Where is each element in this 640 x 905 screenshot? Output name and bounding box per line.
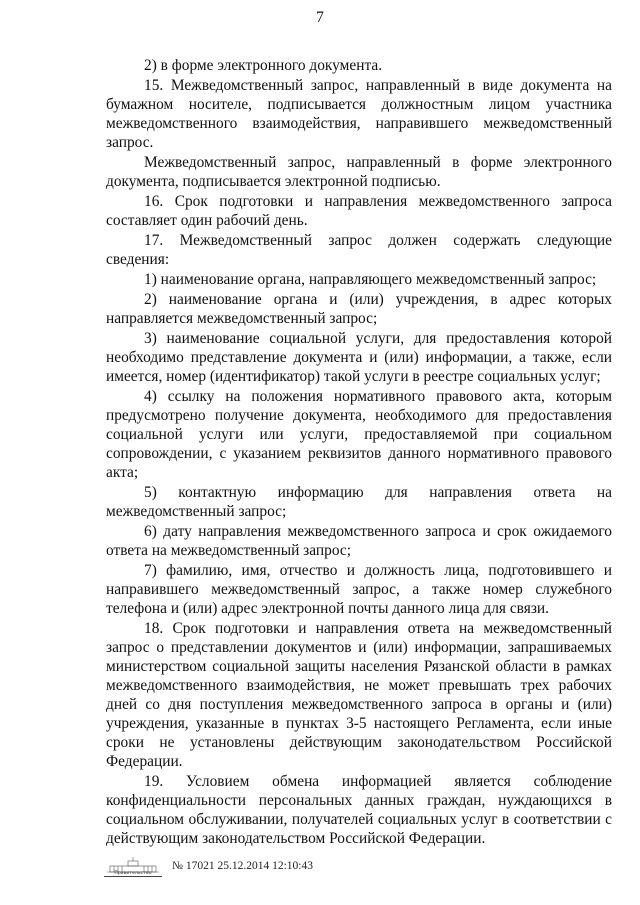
- document-body: [106, 56, 612, 848]
- paragraph: 7) фамилию, имя, отчество и должность лица, подготовившего и направившего межведомственный запрос, а также номер служебного телефона и (или) адрес электронной почты данного лица для связи.: [106, 562, 612, 617]
- paragraph: 17. Межведомственный запрос должен содержать следующие сведения:: [106, 232, 612, 268]
- paragraph: 3) наименование социальной услуги, для предоставления которой необходимо представление документа и (или) информации, а также, если имеется, номер (идентификатор) такой услуги в реестре социальных услуг;: [106, 330, 612, 385]
- paragraph: 2) наименование органа и (или) учреждения, в адрес которых направляется межведомственный запрос;: [106, 291, 612, 327]
- paragraph: 1) наименование органа, направляющего межведомственный запрос;: [144, 271, 597, 288]
- registration-info: № 17021 25.12.2014 12:10:43: [172, 859, 313, 872]
- page-number: 7: [316, 9, 324, 26]
- paragraph: 6) дату направления межведомственного запроса и срок ожидаемого ответа на межведомственный запрос;: [106, 523, 612, 559]
- paragraph: 15. Межведомственный запрос, направленный в виде документа на бумажном носителе, подписывается должностным лицом участника межведомственного взаимодействия, направившего межведомственный запрос.: [106, 77, 612, 151]
- paragraph: 4) ссылку на положения нормативного правового акта, которым предусмотрено получение документа, необходимого для предоставления социальной услуги или услуги, предоставляемой при социальном сопровождении, с указанием реквизитов данного нормативного правового акта;: [106, 388, 612, 481]
- paragraph: Межведомственный запрос, направленный в форме электронного документа, подписывается электронной подписью.: [106, 154, 612, 190]
- paragraph: 16. Срок подготовки и направления межведомственного запроса составляет один рабочий день.: [106, 193, 612, 229]
- paragraph: 19. Условием обмена информацией является соблюдение конфиденциальности персональных данных граждан, нуждающихся в социальном обслуживании, получателей социальных услуг в соответствии с действующим законодательством Российской Федерации.: [106, 773, 612, 847]
- government-stamp: [104, 856, 162, 877]
- paragraph: 5) контактную информацию для направления ответа на межведомственный запрос;: [106, 484, 612, 520]
- registration-footer: [104, 854, 364, 878]
- paragraph: 18. Срок подготовки и направления ответа на межведомственный запрос о представлении документов и (или) информации, запрашиваемых министерством социальной защиты населения Рязанской области в рамках межведомственного взаимодействия, не может превышать трех рабочих дней со дня поступления межведомственного запроса в органы и (или) учреждения, указанные в пунктах 3-5 настоящего Регламента, если иные сроки не установлены действующим законодательством Российской Федерации.: [106, 620, 612, 770]
- paragraph: 2) в форме электронного документа.: [144, 57, 383, 74]
- stamp-label: Правительство: [114, 870, 152, 876]
